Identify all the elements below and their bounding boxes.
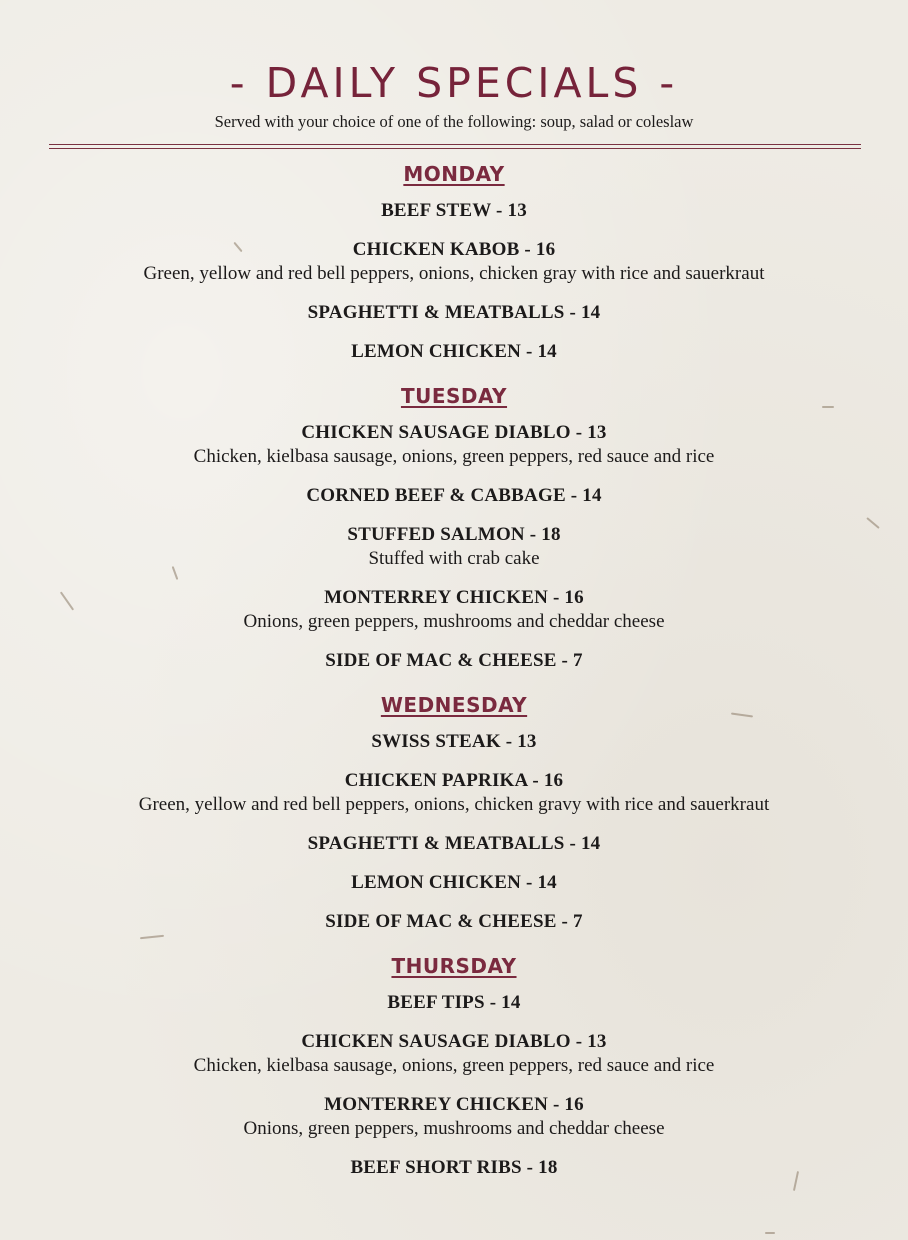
day-heading-monday: MONDAY xyxy=(403,162,505,186)
menu-item-name: LEMON CHICKEN - 14 xyxy=(351,872,557,893)
day-heading-thursday-wrap xyxy=(0,951,908,981)
menu-item-description: Stuffed with crab cake xyxy=(368,548,540,569)
header-divider-bottom xyxy=(49,148,861,149)
menu-item xyxy=(0,340,908,364)
menu-item-name: LEMON CHICKEN - 14 xyxy=(351,341,557,362)
menu-item xyxy=(0,238,908,286)
menu-item-name: MONTERREY CHICKEN - 16 xyxy=(324,587,584,608)
menu-item xyxy=(0,1156,908,1180)
page-title: - DAILY SPECIALS - xyxy=(229,59,679,107)
menu-item xyxy=(0,301,908,325)
menu-item xyxy=(0,910,908,934)
menu-item-name: CHICKEN SAUSAGE DIABLO - 13 xyxy=(301,422,607,443)
menu-item-name: BEEF TIPS - 14 xyxy=(387,992,521,1013)
menu-item-name: BEEF STEW - 13 xyxy=(381,200,527,221)
menu-item xyxy=(0,523,908,571)
menu-item xyxy=(0,991,908,1015)
day-heading-tuesday-wrap xyxy=(0,381,908,411)
menu-item xyxy=(0,832,908,856)
page-subtitle: Served with your choice of one of the following: soup, salad or coleslaw xyxy=(214,112,694,131)
menu-item-description: Chicken, kielbasa sausage, onions, green peppers, red sauce and rice xyxy=(193,446,715,467)
menu-item xyxy=(0,1030,908,1078)
menu-item xyxy=(0,586,908,634)
menu-item-description: Onions, green peppers, mushrooms and cheddar cheese xyxy=(243,611,665,632)
menu-item xyxy=(0,649,908,673)
menu-item-name: STUFFED SALMON - 18 xyxy=(347,524,561,545)
day-heading-monday-wrap xyxy=(0,159,908,189)
menu-item xyxy=(0,421,908,469)
menu-item xyxy=(0,730,908,754)
menu-item xyxy=(0,484,908,508)
day-heading-wednesday-wrap xyxy=(0,690,908,720)
paper-fleck xyxy=(765,1232,775,1234)
menu-item-description: Chicken, kielbasa sausage, onions, green peppers, red sauce and rice xyxy=(193,1055,715,1076)
menu-item-name: CHICKEN SAUSAGE DIABLO - 13 xyxy=(301,1031,607,1052)
specials-list xyxy=(0,159,908,1195)
menu-item-name: SIDE OF MAC & CHEESE - 7 xyxy=(325,911,583,932)
day-heading-wednesday: WEDNESDAY xyxy=(380,693,528,717)
menu-item-name: CORNED BEEF & CABBAGE - 14 xyxy=(306,485,602,506)
menu-item-description: Green, yellow and red bell peppers, onions, chicken gravy with rice and sauerkraut xyxy=(138,794,770,815)
menu-item-description: Green, yellow and red bell peppers, onions, chicken gray with rice and sauerkraut xyxy=(143,263,765,284)
menu-item-name: BEEF SHORT RIBS - 18 xyxy=(350,1157,558,1178)
menu-item-description: Onions, green peppers, mushrooms and cheddar cheese xyxy=(243,1118,665,1139)
menu-item-name: MONTERREY CHICKEN - 16 xyxy=(324,1094,584,1115)
menu-item-name: SPAGHETTI & MEATBALLS - 14 xyxy=(307,833,601,854)
menu-item xyxy=(0,871,908,895)
menu-item-name: SIDE OF MAC & CHEESE - 7 xyxy=(325,650,583,671)
menu-item-name: CHICKEN KABOB - 16 xyxy=(352,239,556,260)
header-divider-top xyxy=(49,144,861,145)
menu-item xyxy=(0,769,908,817)
menu-item xyxy=(0,1093,908,1141)
day-heading-thursday: THURSDAY xyxy=(391,954,517,978)
menu-item-name: CHICKEN PAPRIKA - 16 xyxy=(344,770,564,791)
menu-item-name: SPAGHETTI & MEATBALLS - 14 xyxy=(307,302,601,323)
menu-item-name: SWISS STEAK - 13 xyxy=(371,731,537,752)
day-heading-tuesday: TUESDAY xyxy=(400,384,508,408)
menu-item xyxy=(0,199,908,223)
